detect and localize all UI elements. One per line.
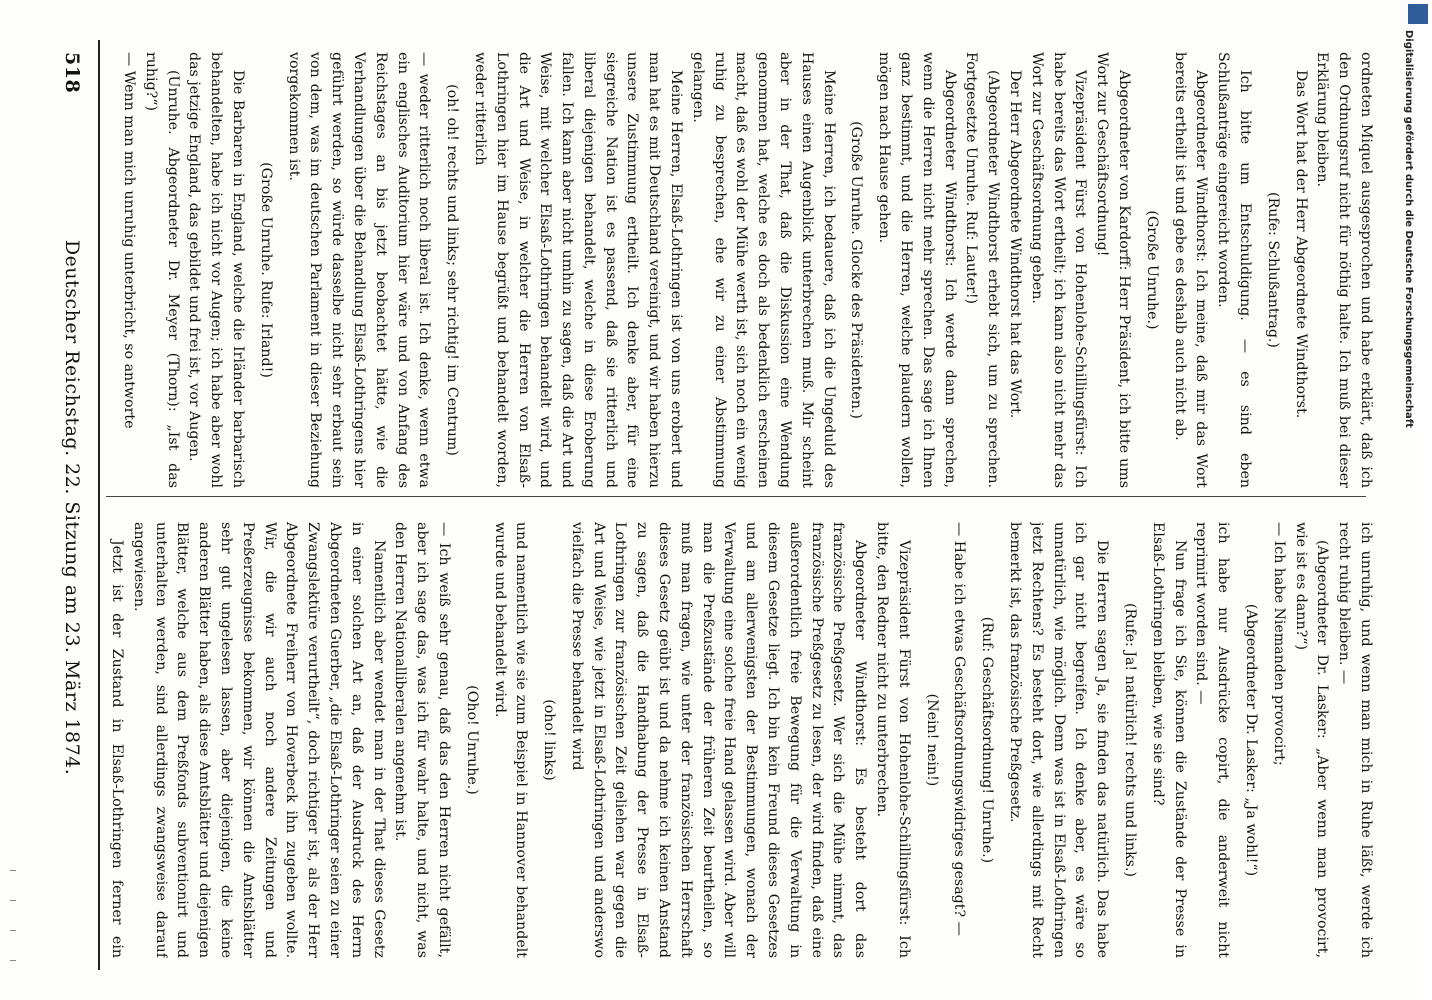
paragraph: Meine Herren, ich bedauere, daß ich die Ungeduld des Hauses einen Augenblick unterbrechen muß. Mir scheint aber in der That, daß die Diskussion eine Wendung genommen hat, welche es doch als bedenklich erscheinen macht, daß es wohl der Mühe werth ist, sich noch ein wenig ruhig zu besprechen, ehe wir zu einer Abstimmung gelangen. [689,52,837,488]
right-text-column [106,522,1376,958]
dfg-logo [1408,4,1428,24]
paragraph: Die Herren sagen Ja, sie finden das natürlich. Das habe ich gar nicht begreifen. Ich denke aber, es wäre so unnatürlich, wie möglich. Denn was ist in Elsaß-Lothringen jetzt Rechtens? Es besteht dort, wie allerdings mit Recht bemerkt ist, das französische Preßgesetz. [1007,522,1111,958]
paragraph: Namentlich aber wendet man in der That dieses Gesetz in einer solchen Art an, daß der Ausdruck des Herrn Abgeordneten Guerber, „die Elsaß-Lothringer seien zu einer Zwangslektüre verurtheilt“, doch richtiger ist, als der Herr Abgeordnete Freiherr von Hoverbeck ihn zugeben wollte. Wir, die wir auch noch andere Zeitungen und Preßerzeugnisse bekommen, wir können die Amtsblätter sehr gut ungelesen lassen, aber diejenigen, die keine anderen Blätter haben, als diese Amtsblätter und diejenigen Blätter, welche aus dem Preßfonds subventionirt und unterhalten werden, sind allerdings zwangsweise darauf angewiesen. [130,522,387,958]
paragraph: ich habe nur Ausdrücke copirt, die anderweit nicht reprimirt worden sind. — [1193,522,1232,958]
header-rule [98,40,100,970]
stage-direction: (Nein! nein!) [923,693,940,787]
running-title: Deutscher Reichstag. 22. Sitzung am 23. März 1874. [61,239,83,776]
stage-direction: (Große Unruhe. Rufe: Irland!) [257,162,274,378]
paragraph: Der Herr Abgeordnete Windthorst hat das Wort. [1007,70,1024,419]
paragraph: Ich bitte um Entschuldigung. — es sind eben Schlußanträge eingereicht worden. [1215,52,1254,488]
stage-direction: (oho! links) [541,699,558,781]
paragraph: (Abgeordneter Dr. Lasker: „Aber wenn man provocirt, wie ist es dann?“) [1292,522,1331,958]
paragraph: — weder ritterlich noch liberal ist. Ich denke, wenn etwa ein englisches Auditorium hier wäre und von Anfang des Reichstages an bis jetzt beobachtet hätte, wie die Verhandlungen über die Behandlung Elsaß-Lothringens hier geführt werden, so würde dasselbe nicht sehr erbaut sein von dem, was im deutschen Parlament in dieser Beziehung vorgekommen ist. [285,52,433,488]
paragraph: Abgeordneter Windthorst: Es besteht dort das französische Preßgesetz. Wer sich die Mühe nimmt, das französische Preßgesetz zu lesen, der wird finden, daß eine außerordentlich freie Bewegung für die Verwaltung in diesem Gesetze liegt. Ich bin kein Freund dieses Gesetzes und am allerwenigsten der Bestimmungen, wonach der Verwaltung eine solche freie Hand gelassen wird. Aber will man die Preßzustände der früheren Zeit beurtheilen, so muß man fragen, wie unter der französischen Herrschaft dieses Gesetz geübt ist und da nehme ich keinen Anstand zu sagen, daß die Handhabung der Presse in Elsaß-Lothringen zur französischen Zeit geliehen war gegen die Art und Weise, wie jetzt in Elsaß-Lothringen und anderswo vielfach die Presse behandelt wird [568,522,869,958]
left-text-column [106,52,1376,488]
column-divider [106,496,1366,497]
page-header [54,52,90,962]
stage-direction: (Rufe: Schlußantrag.) [1264,192,1281,348]
paragraph: Das Wort hat der Herr Abgeordnete Windthorst. [1292,70,1309,419]
stage-direction: (Große Unruhe.) [1143,210,1160,330]
page-number: 518 [61,52,83,94]
paragraph: — Ich habe Niemanden provocirt; [1270,522,1287,766]
stage-direction: (Ruf: Geschäftsordnung! Unruhe.) [979,616,996,864]
paragraph: Meine Herren, Elsaß-Lothringen ist von uns erobert und man hat es mit Deutschland vereinigt, und wir haben hierzu unsere Zustimmung ertheilt. Ich denke aber, für eine siegreiche Nation ist es passend, daß sie ritterlich und liberal diejenigen behandelt, welche in diese Eroberung fallen. Ich kann aber nicht umhin zu sagen, daß die Art und Weise, mit welcher Elsaß-Lothringen behandelt wird, und die Art und Weise, in welcher die Herren von Elsaß-Lothringen hier im Hause begrüßt und behandelt worden, weder ritterlich [471,52,685,488]
paragraph: Abgeordneter von Kardorff: Herr Präsident, ich bitte ums Wort zur Geschäftsordnung! [1094,52,1133,488]
paragraph: Die Barbaren in England, welche die Irländer barbarisch behandelten, habe ich nicht vor Augen; ich habe aber wohl das jetzige England, das gebildet und frei ist, vor Augen. [186,52,246,488]
stage-direction: (Oho! Unruhe.) [463,685,480,795]
paragraph: ordneten Miquel ausgesprochen und habe erklärt, daß ich den Ordnungsruf nicht für nöthig halte. Ich muß bei dieser Erklärung bleiben. [1314,52,1374,488]
paragraph: Nun frage ich Sie, können die Zustände der Presse in Elsaß-Lothringen bleiben, wie sie sind? [1149,522,1188,958]
paragraph: (Unruhe. Abgeordneter Dr. Meyer (Thorn): „Ist das ruhig?“) [142,52,181,488]
paragraph: — Habe ich etwas Geschäftsordnungswidriges gesagt? — [951,522,968,936]
paragraph: — Wenn man mich unruhig unterbricht, so antworte [120,52,137,429]
paragraph: Vizepräsident Fürst von Hohenlohe-Schillingsfürst: Ich habe bereits das Wort ertheilt; ich kann also nicht mehr das Wort zur Geschäftsordnung geben. [1028,52,1089,488]
stage-direction: (Rufe: Ja! natürlich! rechts und links.) [1122,603,1139,877]
paragraph: Vizepräsident Fürst von Hohenlohe-Schillingsfürst: Ich bitte, den Redner nicht zu unterbrechen. [874,522,912,958]
paragraph: Jetzt ist der Zustand in Elsaß-Lothringen ferner ein [108,540,125,958]
paragraph: — Ich weiß sehr genau, daß das den Herren nicht gefällt, aber ich sage das, was ich für wahr halte, und nicht, was den Herren Nationalliberalen angenehm ist. [392,522,452,958]
paragraph: und namentlich wie sie zum Beispiel in Hannover behandelt wurde und behandelt wird. [491,522,530,958]
scan-edge-marks [6,0,20,1000]
stage-direction: (Abgeordneter Dr. Lasker: „Ja wohl!“) [1243,603,1260,877]
paragraph: Abgeordneter Windthorst: Ich werde dann sprechen, wenn die Herren nicht mehr sprechen. Das sage ich Ihnen ganz bestimmt, und die Herren, welche plaudern wollen, mögen nach Hause gehen. [876,52,958,488]
paragraph: ich unruhig, und wenn man mich in Ruhe läßt, werde ich recht ruhig bleiben. — [1336,522,1374,958]
stage-direction: (Große Unruhe. Glocke des Präsidenten.) [848,121,865,419]
paragraph: Abgeordneter Windthorst: Ich meine, daß mir das Wort bereits ertheilt ist und gebe es deshalb auch nicht ab. [1171,52,1210,488]
paragraph: (Abgeordneter Windthorst erhebt sich, um zu sprechen. Fortgesetzte Unruhe. Ruf: Lauter!) [963,52,1002,488]
digitization-credit: Digitalisierung gefördert durch die Deutsche Forschungsgemeinschaft [1403,30,1414,428]
stage-direction: (oh! oh! rechts und links; sehr richtig! im Centrum) [444,84,461,456]
